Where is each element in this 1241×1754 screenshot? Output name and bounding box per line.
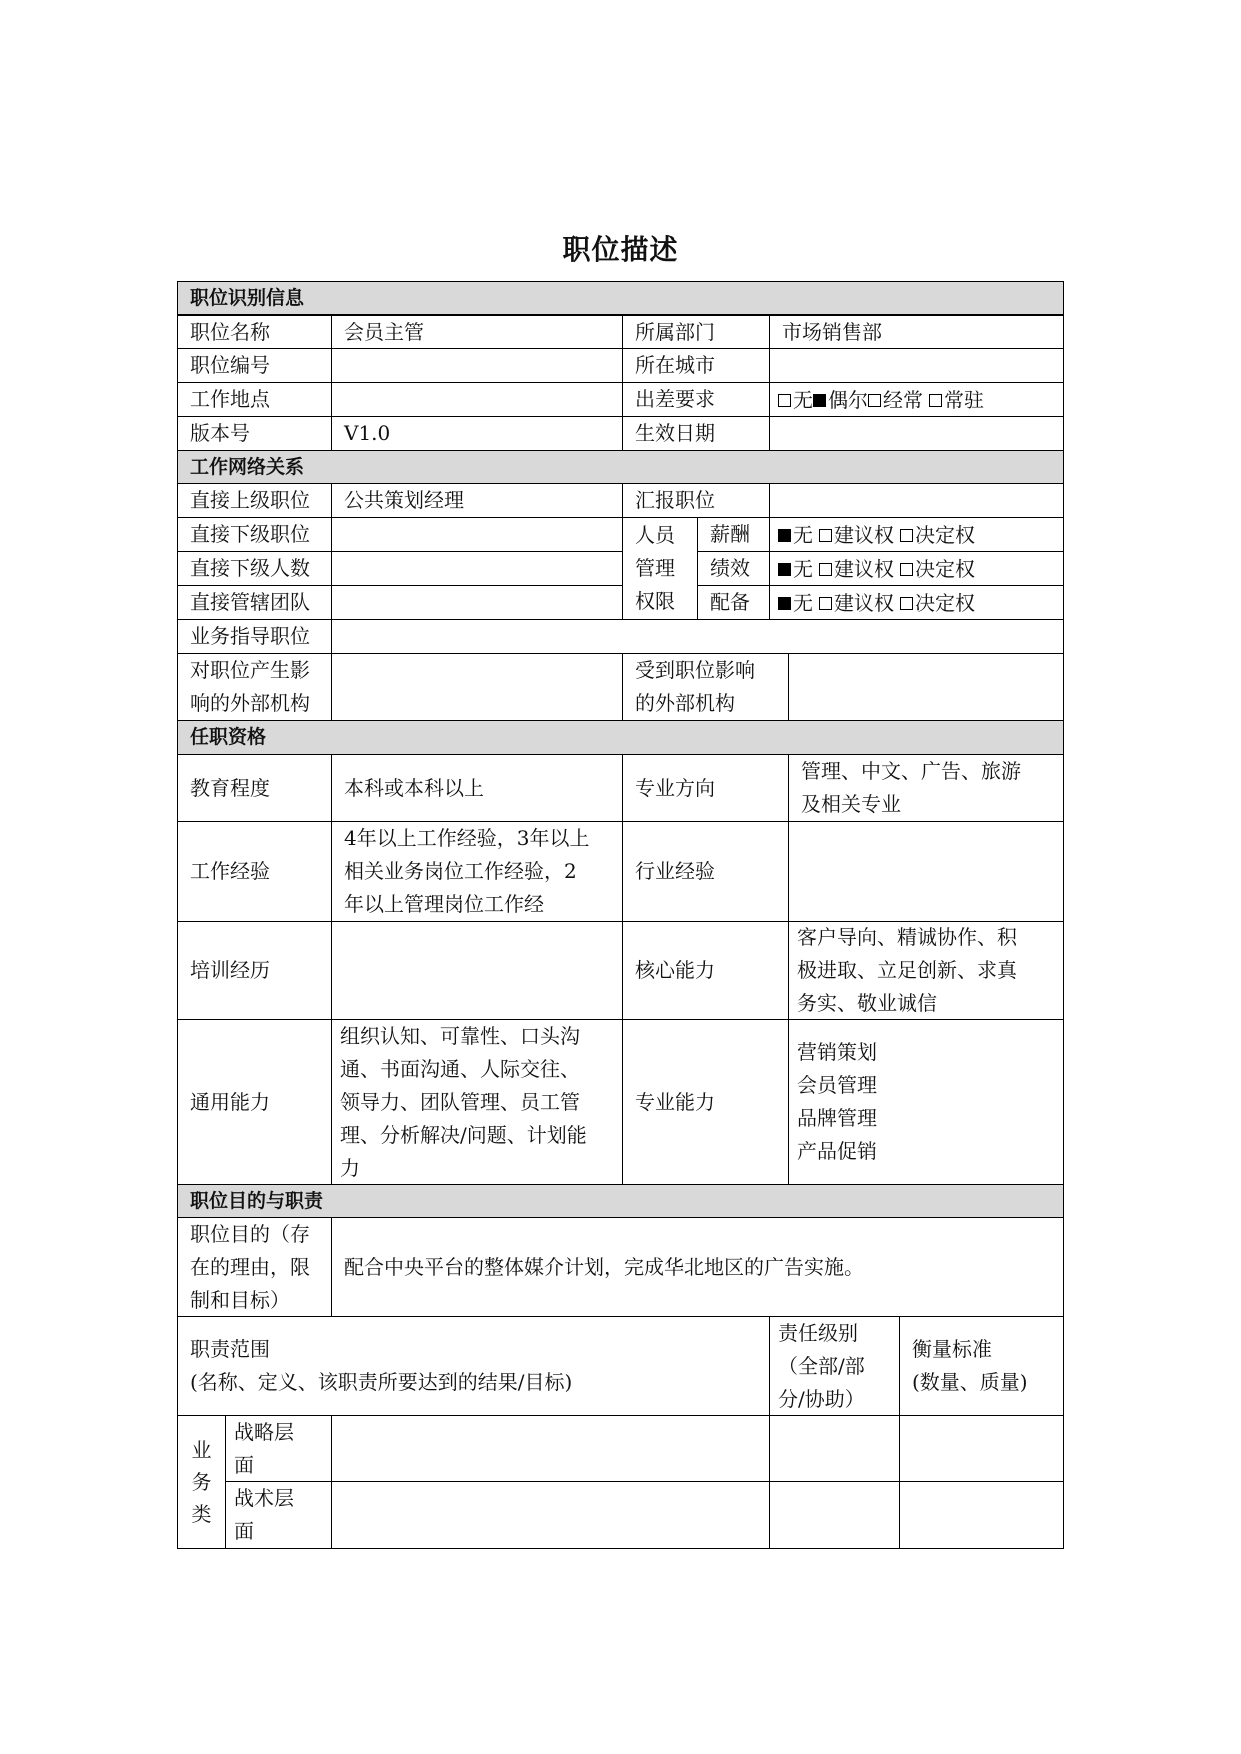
experience-line: 4年以上工作经验，3年以上	[344, 826, 590, 850]
checkbox-icon	[900, 597, 913, 610]
superior-label: 直接上级职位	[177, 483, 332, 518]
general-label: 通用能力	[177, 1019, 332, 1185]
travel-option[interactable]	[813, 383, 868, 417]
education-label: 教育程度	[177, 754, 332, 822]
ext-influence-label-line: 响的外部机构	[190, 691, 310, 715]
strategic-level	[769, 1415, 900, 1482]
checkbox-icon	[868, 394, 881, 407]
authority-staffing-label: 配备	[697, 585, 770, 620]
sub-count-label: 直接下级人数	[177, 551, 332, 586]
experience-value	[331, 821, 623, 922]
section-purpose: 职位目的与职责	[177, 1184, 1064, 1218]
tactical-label-line: 面	[234, 1519, 254, 1543]
authority-salary-options	[769, 517, 1064, 552]
position-name-value: 会员主管	[331, 315, 623, 349]
authority-label-line: 管理	[635, 556, 675, 580]
major-line: 及相关专业	[801, 792, 901, 816]
authority-label	[622, 517, 698, 620]
strategic-scope	[331, 1415, 770, 1482]
professional-line: 会员管理	[797, 1073, 877, 1097]
page-title: 职位描述	[562, 233, 679, 266]
authority-performance-label: 绩效	[697, 551, 770, 586]
training-label: 培训经历	[177, 921, 332, 1020]
general-line: 组织认知、可靠性、口头沟	[340, 1023, 580, 1048]
strategic-label-line: 面	[234, 1452, 254, 1477]
authority-performance-options	[769, 551, 1064, 586]
purpose-label-line: 在的理由，限	[190, 1254, 310, 1279]
core-value	[788, 921, 1064, 1020]
education-value: 本科或本科以上	[331, 754, 623, 822]
travel-option-label: 经常	[883, 387, 923, 412]
travel-option-label: 偶尔	[828, 387, 868, 412]
effective-date-label: 生效日期	[622, 416, 770, 451]
team-value	[331, 585, 623, 620]
tactical-scope	[331, 1481, 770, 1549]
superior-value: 公共策划经理	[331, 483, 623, 518]
core-line: 极进取、立足创新、求真	[797, 958, 1017, 982]
ext-affected-label-line: 的外部机构	[635, 691, 735, 715]
authority-option-label: 无	[793, 556, 813, 581]
report-value	[769, 483, 1064, 518]
city-value	[769, 348, 1064, 383]
purpose-label-line: 制和目标）	[190, 1287, 290, 1312]
ext-affected-value	[788, 653, 1064, 721]
checkbox-checked-icon	[778, 597, 791, 610]
authority-option-label: 决定权	[915, 590, 975, 615]
authority-option[interactable]	[900, 586, 975, 620]
travel-option[interactable]	[778, 383, 813, 417]
authority-option-label: 无	[793, 590, 813, 615]
level-header-line: 责任级别	[778, 1320, 858, 1345]
strategic-label	[225, 1415, 332, 1482]
sub-count-value	[331, 551, 623, 586]
scope-header-line: (名称、定义、该职责所要达到的结果/目标)	[190, 1370, 573, 1394]
checkbox-icon	[900, 563, 913, 576]
authority-option[interactable]	[778, 552, 813, 586]
checkbox-checked-icon	[778, 529, 791, 542]
checkbox-icon	[819, 563, 832, 576]
major-line: 管理、中文、广告、旅游	[801, 759, 1021, 783]
purpose-value: 配合中央平台的整体媒介计划，完成华北地区的广告实施。	[331, 1217, 1064, 1317]
level-header-line: （全部/部	[778, 1353, 865, 1378]
authority-salary-label: 薪酬	[697, 517, 770, 552]
checkbox-icon	[819, 597, 832, 610]
scope-header	[177, 1316, 770, 1416]
measure-header	[899, 1316, 1064, 1416]
travel-option[interactable]	[929, 383, 984, 417]
authority-option[interactable]	[900, 518, 975, 552]
section-network: 工作网络关系	[177, 450, 1064, 484]
authority-option[interactable]	[778, 518, 813, 552]
professional-line: 品牌管理	[797, 1106, 877, 1130]
authority-option-label: 建议权	[834, 590, 894, 615]
purpose-label-line: 职位目的（存	[190, 1221, 310, 1246]
subordinate-label: 直接下级职位	[177, 517, 332, 552]
authority-option[interactable]	[778, 586, 813, 620]
professional-line: 营销策划	[797, 1040, 877, 1064]
checkbox-icon	[778, 394, 791, 407]
position-no-value	[331, 348, 623, 383]
team-label: 直接管辖团队	[177, 585, 332, 620]
ext-affected-label	[622, 653, 789, 721]
authority-option-label: 无	[793, 522, 813, 547]
checkbox-checked-icon	[778, 563, 791, 576]
version-label: 版本号	[177, 416, 332, 451]
general-line: 力	[340, 1155, 360, 1180]
tactical-label	[225, 1481, 332, 1549]
checkbox-icon	[929, 394, 942, 407]
ext-influence-label-line: 对职位产生影	[190, 658, 310, 682]
section-identification: 职位识别信息	[177, 281, 1064, 315]
authority-option-label: 决定权	[915, 522, 975, 547]
checkbox-icon	[900, 529, 913, 542]
professional-line: 产品促销	[797, 1139, 877, 1163]
authority-option[interactable]	[819, 552, 894, 586]
effective-date-value	[769, 416, 1064, 451]
core-line: 务实、敬业诚信	[797, 991, 937, 1015]
position-no-label: 职位编号	[177, 348, 332, 383]
travel-option[interactable]	[868, 383, 923, 417]
industry-value	[788, 821, 1064, 922]
tactical-label-line: 战术层	[234, 1486, 294, 1510]
tactical-measure	[899, 1481, 1064, 1549]
subordinate-value	[331, 517, 623, 552]
travel-option-label: 无	[793, 387, 813, 412]
major-value	[788, 754, 1064, 822]
ext-affected-label-line: 受到职位影响	[635, 658, 755, 682]
ext-influence-value	[331, 653, 623, 721]
ext-influence-label	[177, 653, 332, 721]
experience-label: 工作经验	[177, 821, 332, 922]
industry-label: 行业经验	[622, 821, 789, 922]
travel-label: 出差要求	[622, 382, 770, 417]
location-value	[331, 382, 623, 417]
report-label: 汇报职位	[622, 483, 770, 518]
authority-label-line: 人员	[635, 523, 675, 547]
department-label: 所属部门	[622, 315, 770, 349]
measure-header-line: (数量、质量)	[912, 1370, 1028, 1394]
professional-value	[788, 1019, 1064, 1185]
authority-option-label: 建议权	[834, 556, 894, 581]
level-header-line: 分/协助）	[778, 1386, 865, 1411]
professional-label: 专业能力	[622, 1019, 789, 1185]
general-line: 领导力、团队管理、员工管	[340, 1089, 580, 1114]
travel-options	[769, 382, 1064, 417]
checkbox-checked-icon	[813, 394, 826, 407]
core-line: 客户导向、精诚协作、积	[797, 925, 1017, 949]
authority-option-label: 建议权	[834, 522, 894, 547]
strategic-label-line: 战略层	[234, 1419, 294, 1444]
guide-label: 业务指导职位	[177, 619, 332, 654]
authority-option[interactable]	[819, 518, 894, 552]
department-value: 市场销售部	[769, 315, 1064, 349]
city-label: 所在城市	[622, 348, 770, 383]
guide-value	[331, 619, 1064, 654]
general-line: 通、书面沟通、人际交往、	[340, 1056, 580, 1081]
experience-line: 年以上管理岗位工作经	[344, 892, 544, 916]
training-value	[331, 921, 623, 1020]
business-category-char: 业	[191, 1438, 212, 1462]
business-category-label	[177, 1415, 226, 1549]
tactical-level	[769, 1481, 900, 1549]
purpose-label	[177, 1217, 332, 1317]
business-category-char: 务	[191, 1470, 212, 1494]
location-label: 工作地点	[177, 382, 332, 417]
general-value	[331, 1019, 623, 1185]
authority-option-label: 决定权	[915, 556, 975, 581]
authority-staffing-options	[769, 585, 1064, 620]
business-category-char: 类	[191, 1502, 212, 1526]
general-line: 理、分析解决/问题、计划能	[340, 1122, 587, 1147]
major-label: 专业方向	[622, 754, 789, 822]
position-name-label: 职位名称	[177, 315, 332, 349]
authority-label-line: 权限	[635, 589, 675, 613]
travel-option-label: 常驻	[944, 387, 984, 412]
strategic-measure	[899, 1415, 1064, 1482]
authority-option[interactable]	[819, 586, 894, 620]
experience-line: 相关业务岗位工作经验，2	[344, 859, 577, 883]
scope-header-line: 职责范围	[190, 1337, 270, 1361]
level-header	[769, 1316, 900, 1416]
checkbox-icon	[819, 529, 832, 542]
measure-header-line: 衡量标准	[912, 1337, 992, 1361]
section-qualification: 任职资格	[177, 720, 1064, 755]
version-value: V1.0	[331, 416, 623, 451]
core-label: 核心能力	[622, 921, 789, 1020]
authority-option[interactable]	[900, 552, 975, 586]
